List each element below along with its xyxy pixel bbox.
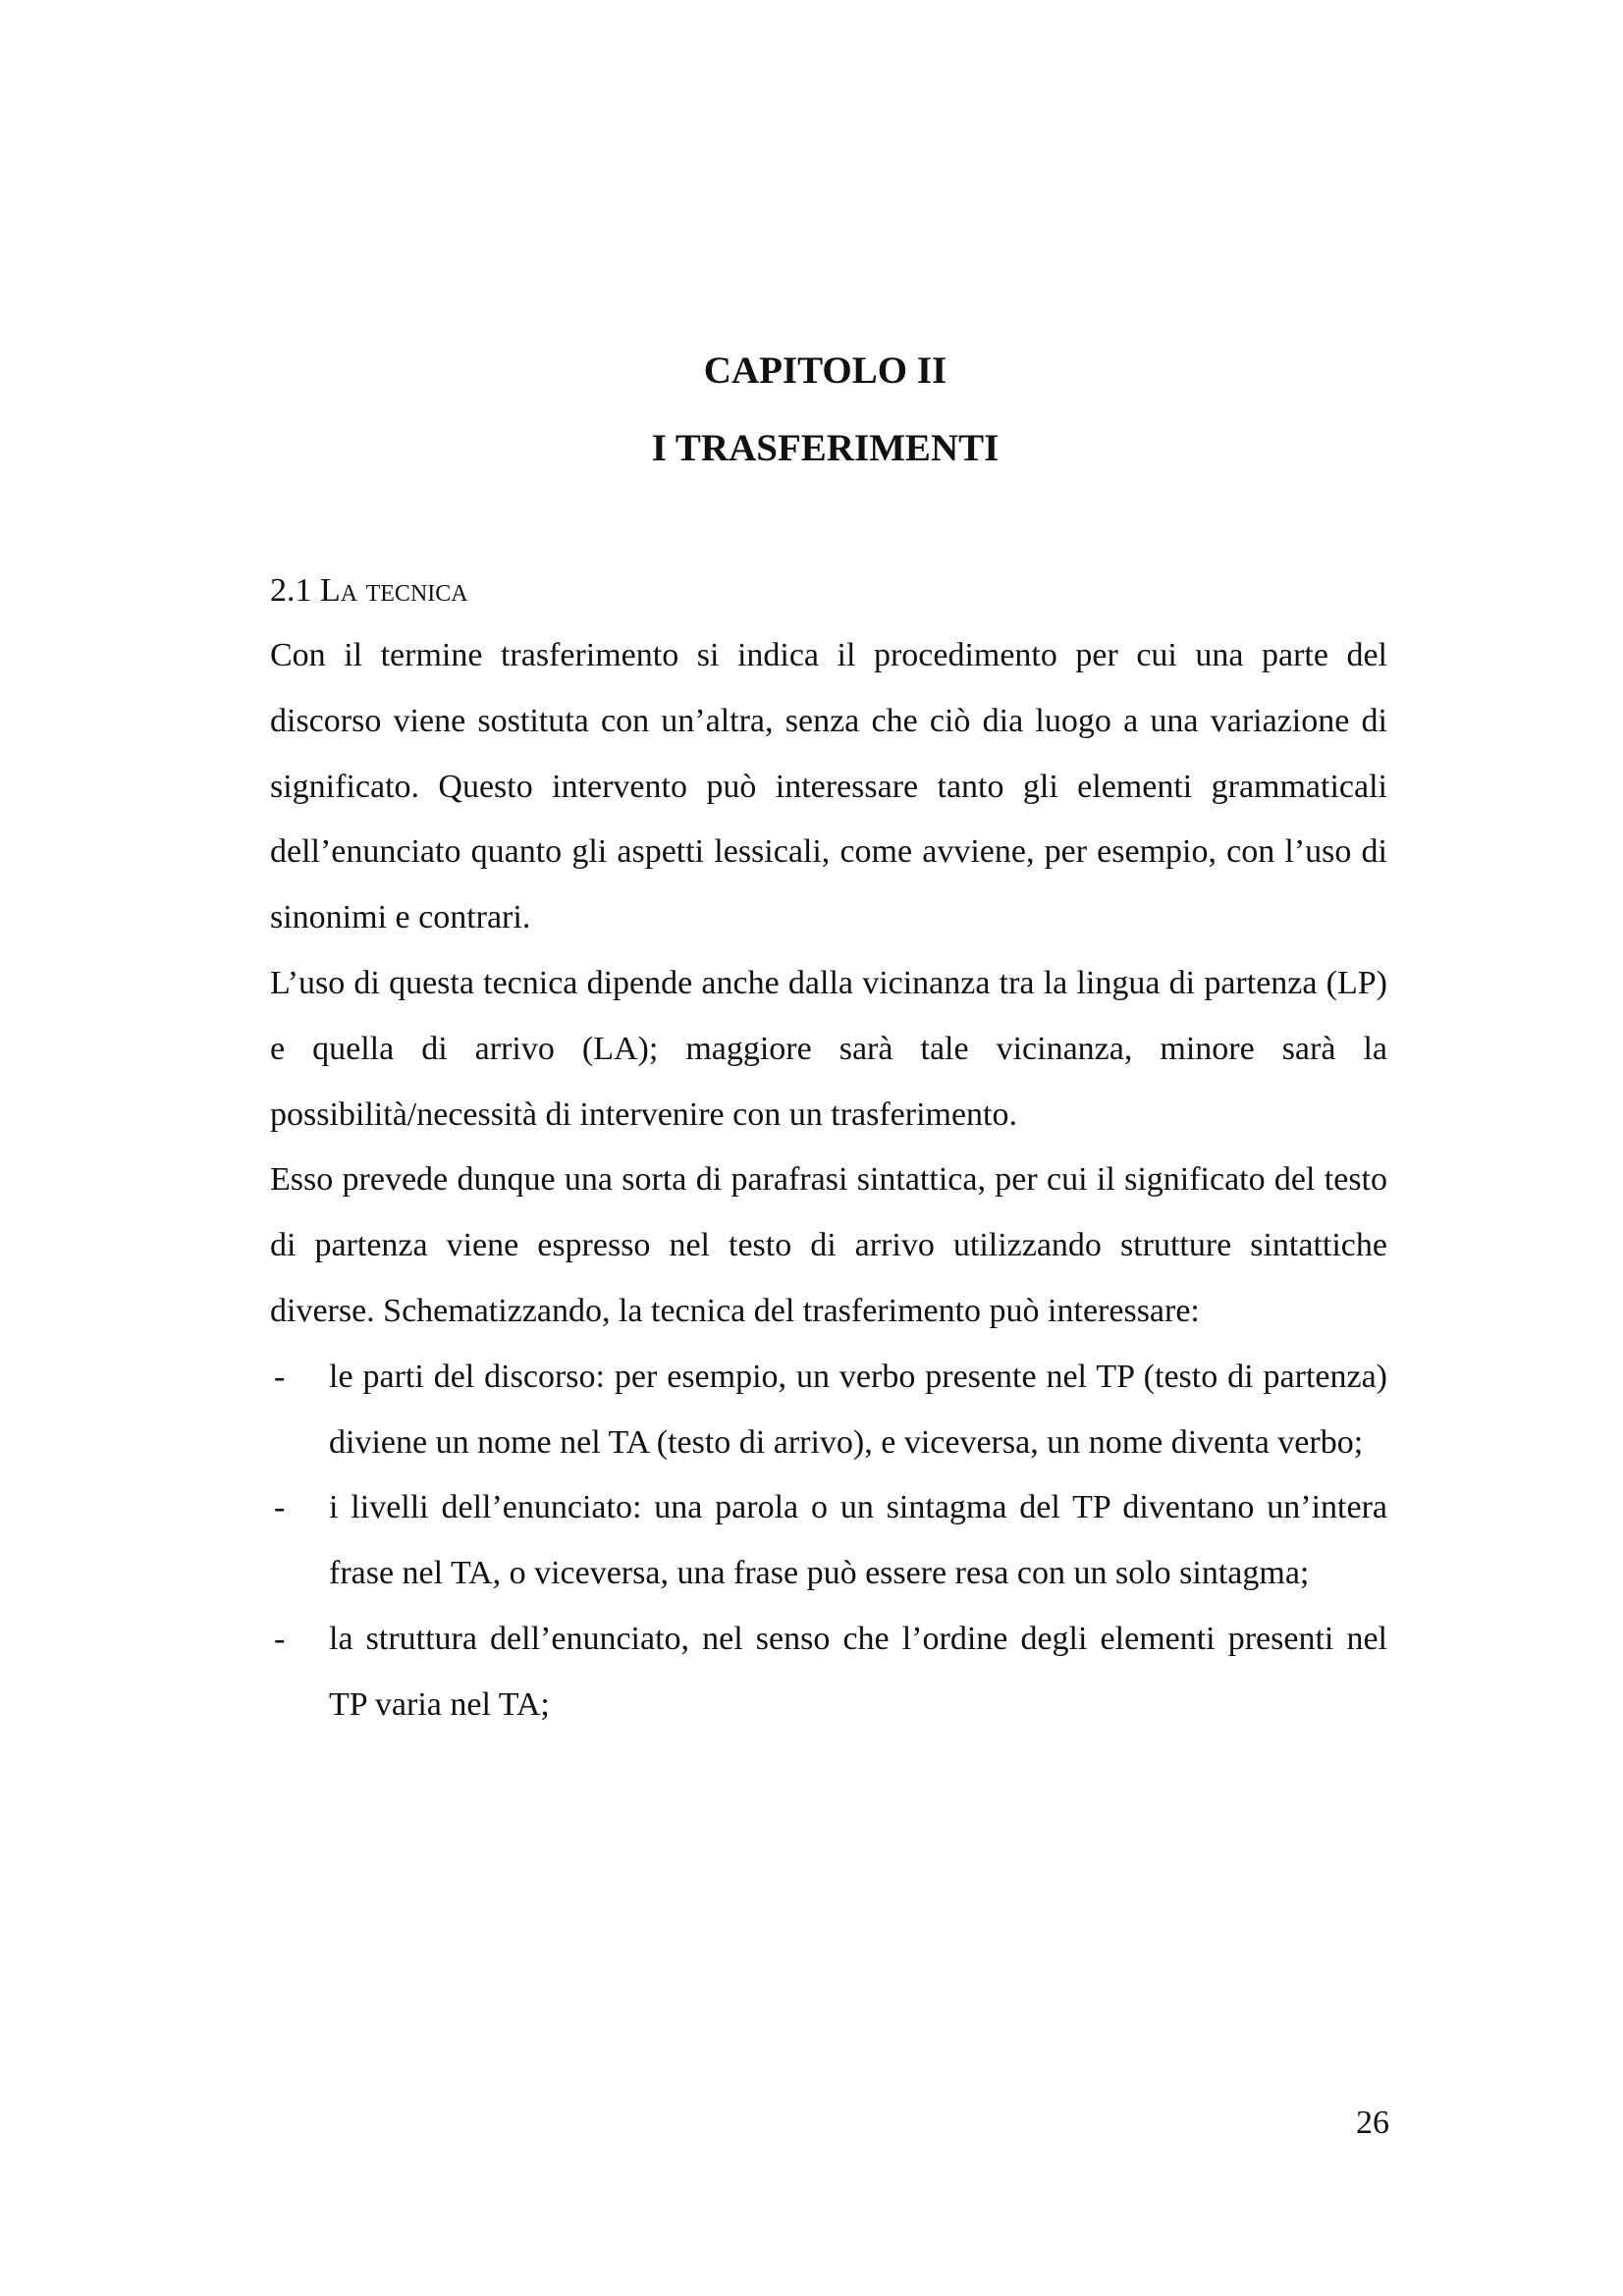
list-item xyxy=(270,1345,1387,1476)
list-item-text: la struttura dell’enunciato, nel senso che l’ordine degli elementi presenti nel TP varia nel TA; xyxy=(329,1620,1387,1723)
body-text xyxy=(270,623,1387,1738)
page-number: 26 xyxy=(1356,2105,1389,2141)
section-heading xyxy=(270,571,468,611)
section-number: 2.1 xyxy=(270,572,312,609)
list-item xyxy=(270,1475,1387,1607)
list-dash: - xyxy=(274,1489,286,1526)
paragraph-definition: Con il termine trasferimento si indica il procedimento per cui una parte del discorso viene sostituta con un’altra, senza che ciò dia luogo a una variazione di significato. Questo intervento può interessare tanto gli elementi grammaticali dell’enunciato quanto gli aspetti lessicali, come avviene, per esempio, con l’uso di sinonimi e contrari. xyxy=(270,637,1387,936)
list-item-text: le parti del discorso: per esempio, un verbo presente nel TP (testo di partenza) diviene un nome nel TA (testo di arrivo), e viceversa, un nome diventa verbo; xyxy=(329,1358,1387,1461)
transfer-types-list xyxy=(270,1345,1387,1738)
paragraph-usage: L’uso di questa tecnica dipende anche dalla vicinanza tra la lingua di partenza (LP) e quella di arrivo (LA); maggiore sarà tale vicinanza, minore sarà la possibilità/necessità di intervenire con un trasferimento. xyxy=(270,964,1387,1133)
list-dash: - xyxy=(274,1358,286,1395)
section-title-rest: a tecnica xyxy=(340,572,468,609)
section-title-initial: L xyxy=(320,572,341,609)
list-dash: - xyxy=(274,1620,286,1657)
list-item xyxy=(270,1607,1387,1738)
chapter-title: I TRASFERIMENTI xyxy=(651,427,1000,469)
list-item-text: i livelli dell’enunciato: una parola o un sintagma del TP diventano un’intera frase nel TA, o viceversa, una frase può essere resa con un solo sintagma; xyxy=(329,1489,1387,1592)
chapter-number: CAPITOLO II xyxy=(703,349,947,392)
paragraph-schema: Esso prevede dunque una sorta di parafrasi sintattica, per cui il significato del testo di partenza viene espresso nel testo di arrivo utilizzando strutture sintattiche diverse. Schematizzando, la tecnica del trasferimento può interessare: xyxy=(270,1161,1387,1329)
